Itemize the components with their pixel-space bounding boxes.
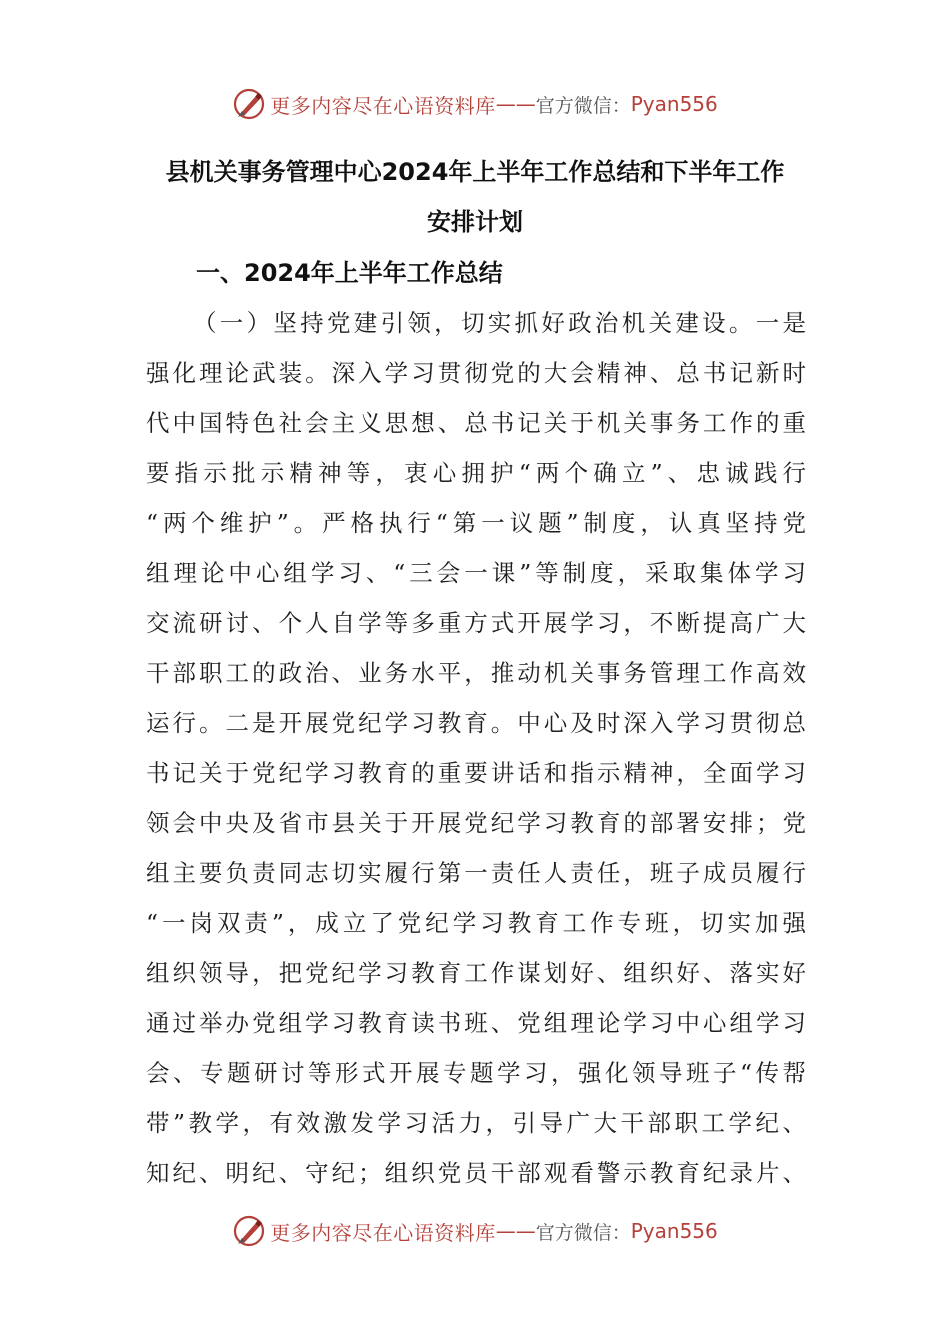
- pen-logo-icon: [232, 1214, 266, 1248]
- watermark-site-text: 更多内容尽在心语资料库: [270, 93, 496, 118]
- body-line: 通过举办党组学习教育读书班、党组理论学习中心组学习: [146, 1009, 806, 1037]
- body-line: 组织领导，把党纪学习教育工作谋划好、组织好、落实好: [146, 959, 806, 987]
- watermark-dash: ——: [495, 92, 536, 116]
- document-title-line-2: 安排计划: [427, 208, 523, 236]
- section-heading: 一、2024年上半年工作总结: [196, 259, 503, 287]
- watermark-footer: [0, 1211, 950, 1251]
- body-line: 强化理论武装。深入学习贯彻党的大会精神、总书记新时: [146, 359, 806, 387]
- body-line: “一岗双责”，成立了党纪学习教育工作专班，切实加强: [146, 909, 806, 937]
- body-line: （一）坚持党建引领，切实抓好政治机关建设。一是: [193, 309, 806, 337]
- watermark-label: 官方微信：: [535, 1221, 631, 1244]
- body-line: 领会中央及省市县关于开展党纪学习教育的部署安排；党: [146, 809, 806, 837]
- watermark-label: 官方微信：: [535, 94, 631, 117]
- watermark-site-text: 更多内容尽在心语资料库: [270, 1220, 496, 1245]
- watermark-handle: Pyan556: [630, 92, 718, 116]
- pen-logo-icon: [232, 87, 266, 121]
- body-line: 干部职工的政治、业务水平，推动机关事务管理工作高效: [146, 659, 806, 687]
- body-paragraph: [146, 298, 806, 1198]
- body-line: 代中国特色社会主义思想、总书记关于机关事务工作的重: [146, 409, 806, 437]
- body-line: “两个维护”。严格执行“第一议题”制度，认真坚持党: [146, 509, 806, 537]
- watermark-header: [0, 84, 950, 124]
- body-line: 运行。二是开展党纪学习教育。中心及时深入学习贯彻总: [146, 709, 806, 737]
- body-line: 带”教学，有效激发学习活力，引导广大干部职工学纪、: [146, 1109, 806, 1137]
- body-line: 书记关于党纪学习教育的重要讲话和指示精神，全面学习: [146, 759, 806, 787]
- body-line: 组主要负责同志切实履行第一责任人责任，班子成员履行: [146, 859, 806, 887]
- body-line: 要指示批示精神等，衷心拥护“两个确立”、忠诚践行: [146, 459, 806, 487]
- body-line: 会、专题研讨等形式开展专题学习，强化领导班子“传帮: [146, 1059, 806, 1087]
- watermark-handle: Pyan556: [630, 1219, 718, 1243]
- body-line: 交流研讨、个人自学等多重方式开展学习，不断提高广大: [146, 609, 806, 637]
- watermark-dash: ——: [495, 1219, 536, 1243]
- document-title-line-1: 县机关事务管理中心2024年上半年工作总结和下半年工作: [165, 158, 785, 186]
- body-line: 知纪、明纪、守纪；组织党员干部观看警示教育纪录片、: [146, 1159, 806, 1187]
- body-line: 组理论中心组学习、“三会一课”等制度，采取集体学习: [146, 559, 806, 587]
